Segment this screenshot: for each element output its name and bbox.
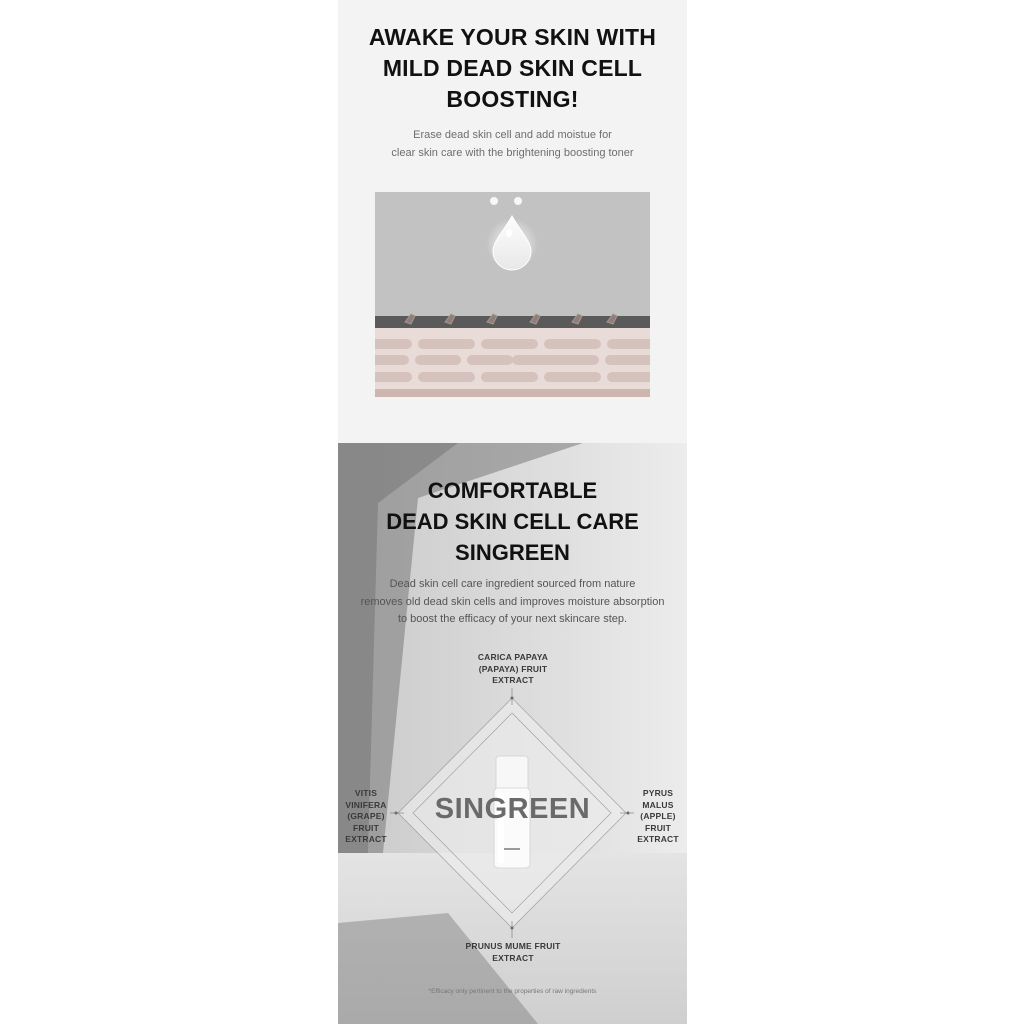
section1-subtitle	[338, 126, 687, 162]
section1-title-line: AWAKE YOUR SKIN WITH	[368, 24, 657, 50]
section1-subtitle-line: clear skin care with the brightening boosting toner	[391, 147, 634, 159]
section2-title-line: DEAD SKIN CELL CARE	[386, 509, 639, 534]
section2-subtitle-line: to boost the efficacy of your next skincare step.	[397, 613, 628, 625]
ingredient-prunus-label	[453, 941, 573, 964]
section2-subtitle	[338, 576, 687, 629]
product-detail-strip	[338, 0, 687, 1024]
brand-wordmark: SINGREEN	[434, 793, 591, 825]
ingredient-line: PRUNUS MUME FRUIT	[465, 941, 561, 951]
section1-title-line: MILD DEAD SKIN CELL	[382, 55, 643, 81]
ingredient-line: (GRAPE)	[347, 811, 385, 821]
small-drop-icon	[490, 197, 498, 205]
ingredient-line: PYRUS	[642, 788, 674, 798]
section1-subtitle-line: Erase dead skin cell and add moistue for	[413, 129, 612, 141]
ingredient-line: EXTRACT	[345, 834, 387, 844]
ingredient-line: CARICA PAPAYA	[477, 652, 549, 662]
section2-title-line: SINGREEN	[455, 540, 570, 565]
section1-title	[338, 22, 687, 115]
ingredient-line: MALUS	[642, 799, 674, 810]
skin-layer-illustration	[375, 192, 650, 397]
section2-title-line: COMFORTABLE	[427, 478, 598, 503]
ingredient-line: FRUIT	[644, 822, 672, 833]
ingredient-line: EXTRACT	[492, 675, 534, 685]
ingredient-line: VINIFERA	[345, 799, 387, 810]
section2-title	[338, 475, 687, 568]
section2-subtitle-line: Dead skin cell care ingredient sourced from nature	[389, 578, 636, 590]
ingredient-line: VITIS	[354, 788, 378, 798]
ingredient-papaya-label	[458, 652, 568, 687]
small-drop-icon	[514, 197, 522, 205]
section1-title-line: BOOSTING!	[446, 86, 579, 112]
ingredient-line: EXTRACT	[637, 834, 679, 844]
ingredient-line: (APPLE)	[640, 811, 676, 821]
ingredient-line: EXTRACT	[492, 952, 534, 963]
ingredient-line: (PAPAYA) FRUIT	[478, 663, 548, 674]
section2-subtitle-line: removes old dead skin cells and improves moisture absorption	[360, 595, 665, 608]
ingredient-line: FRUIT	[352, 822, 380, 833]
efficacy-footnote: *Efficacy only pertinent to the properties of raw ingredients	[428, 988, 597, 995]
singreen-section	[338, 443, 687, 1024]
